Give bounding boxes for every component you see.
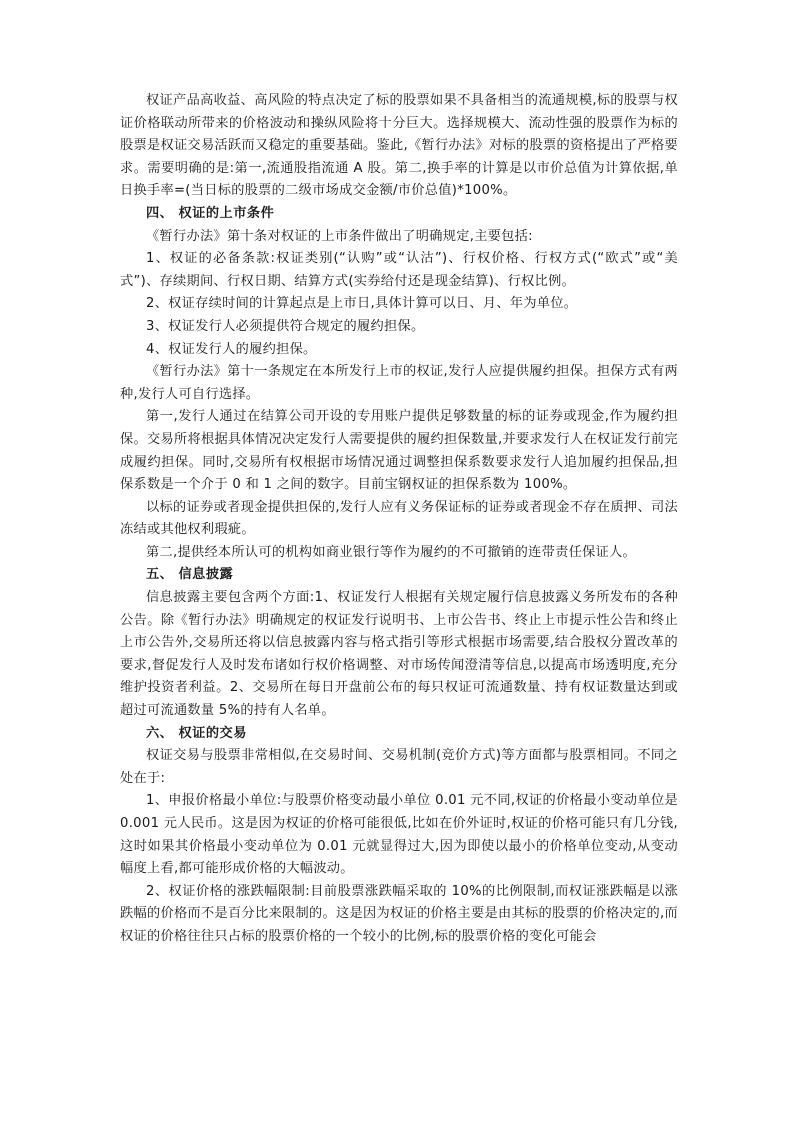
paragraph-performance-guarantee: 3、权证发行人必须提供符合规定的履约担保。 (146, 318, 425, 334)
paragraph-trading-similarity: 权证交易与股票非常相似,在交易时间、交易机制(竞价方式)等方面都与股票相同。不同之处在于: (120, 748, 678, 786)
paragraph-disclosure-content: 信息披露主要包含两个方面:1、权证发行人根据有关规定履行信息披露义务所发布的各种公告。除《暂行办法》明确规定的权证发行说明书、上市公告书、终止上市提示性公告和终止上市公告外,交易所还将以信息披露内容与格式指引等形式根据市场需要,结合股权分置改革的要求,督促发行人及时发布诸如行权价格调整、对市场传闻澄清等信息,以提高市场透明度,充分维护投资者利益。2、交易所在每日开盘前公布的每只权证可流通数量、持有权证数量达到或超过可流通数量 5%的持有人名单。 (120, 590, 678, 719)
paragraph-collateral-obligation: 以标的证券或者现金提供担保的,发行人应有义务保证标的证券或者现金不存在质押、司法冻结或其他权利瑕疵。 (120, 499, 678, 538)
section-heading-disclosure: 五、 信息披露 (146, 567, 234, 583)
paragraph-second-guarantee-method: 第二,提供经本所认可的机构如商业银行等作为履约的不可撤销的连带责任保证人。 (146, 544, 637, 560)
paragraph-first-guarantee-method: 第一,发行人通过在结算公司开设的专用账户提供足够数量的标的证券或现金,作为履约担保。交易所将根据具体情况决定发行人需要提供的履约担保数量,并要求发行人在权证发行前完成履约担保。同时,交易所有权根据市场情况通过调整担保系数要求发行人追加履约担保品,担保系数是一个介于 0 和 1 之间的数字。目前宝钢权证的担保系数为 100%。 (120, 409, 678, 493)
section-heading-listing-conditions: 四、 权证的上市条件 (146, 205, 275, 221)
paragraph-article-eleven: 《暂行办法》第十一条规定在本所发行上市的权证,发行人应提供履约担保。担保方式有两种,发行人可自行选择。 (120, 364, 678, 402)
paragraph-issuer-guarantee: 4、权证发行人的履约担保。 (146, 341, 317, 357)
section-heading-trading: 六、 权证的交易 (146, 725, 247, 741)
paragraph-min-price-unit: 1、申报价格最小单位:与股票价格变动最小单位 0.01 元不同,权证的价格最小变动单位是 0.001 元人民币。这是因为权证的价格可能很低,比如在价外证时,权证的价格可能只有几分钱,这时如果其价格最小变动单位为 0.01 元就显得过大,因为即使以最小的价格单位变动,从变动幅度上看,都可能形成价格的大幅波动。 (120, 793, 678, 877)
paragraph-price-limit: 2、权证价格的涨跌幅限制:目前股票涨跌幅采取的 10%的比例限制,而权证涨跌幅是以涨跌幅的价格而不是百分比来限制的。这是因为权证的价格主要是由其标的股票的价格决定的,而权证的价格往往只占标的股票价格的一个较小的比例,标的股票价格的变化可能会 (120, 883, 678, 944)
paragraph-article-ten: 《暂行办法》第十条对权证的上市条件做出了明确规定,主要包括: (146, 228, 533, 244)
document-page (120, 90, 678, 949)
paragraph-duration-start: 2、权证存续时间的计算起点是上市日,具体计算可以日、月、年为单位。 (146, 296, 578, 312)
paragraph-underlying-stock-requirements: 权证产品高收益、高风险的特点决定了标的股票如果不具备相当的流通规模,标的股票与权证价格联动所带来的价格波动和操纵风险将十分巨大。选择规模大、流动性强的股票作为标的股票是权证交易活跃而又稳定的重要基础。鉴此,《暂行办法》对标的股票的资格提出了严格要求。需要明确的是:第一,流通股指流通 A 股。第二,换手率的计算是以市价总值为计算依据,单日换手率=(当日标的股票的二级市场成交金额/市价总值)*100%。 (120, 93, 678, 199)
paragraph-required-terms: 1、权证的必备条款:权证类别(“认购”或“认沽”)、行权价格、行权方式(“欧式”或“美式”)、存续期间、行权日期、结算方式(实券给付还是现金结算)、行权比例。 (120, 251, 678, 289)
